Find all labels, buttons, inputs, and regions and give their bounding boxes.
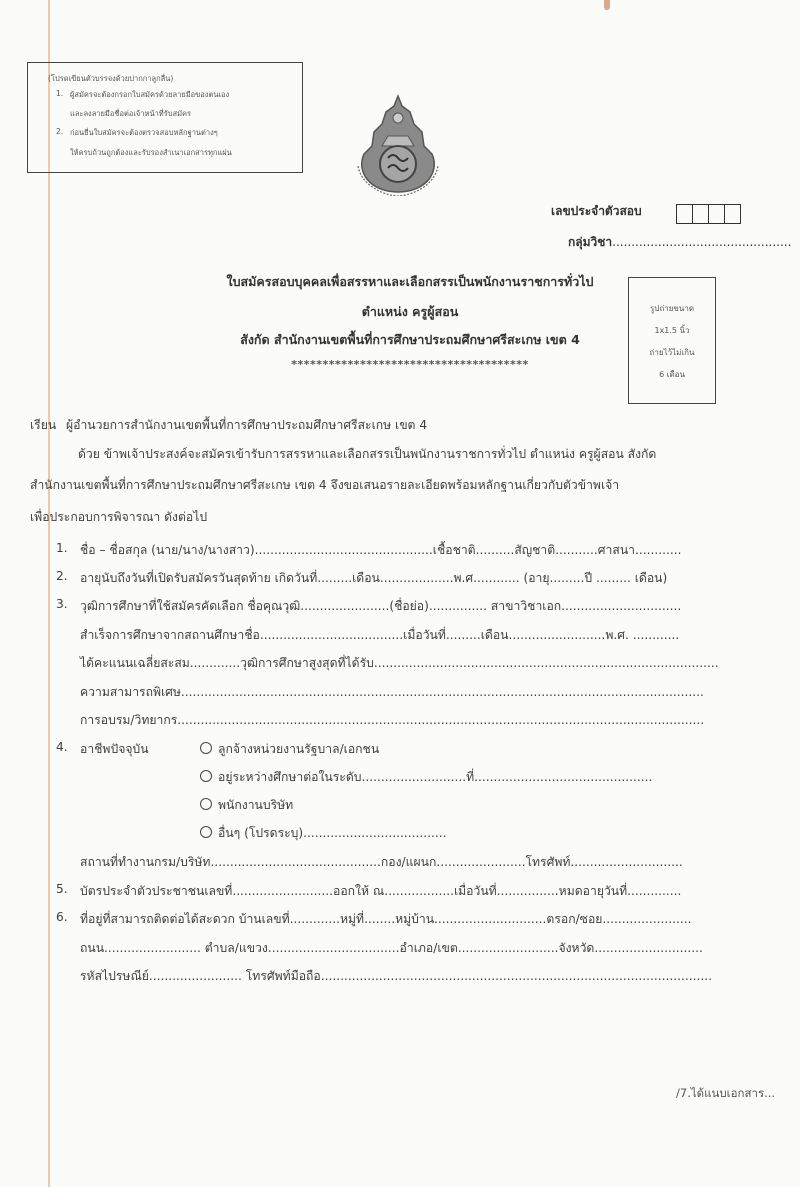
paper-stain <box>604 0 610 10</box>
occupation-option-other[interactable]: อื่นๆ (โปรดระบุ)..................................... <box>200 824 447 843</box>
item-4-workplace-field[interactable]: สถานที่ทำงานกรม/บริษัท............................................กอง/แผนก.......................โทรศัพท์............................. <box>80 855 683 869</box>
form-position: ตำแหน่ง ครูผู้สอน <box>361 304 459 319</box>
item-1-name-field[interactable]: 1. ชื่อ – ชื่อสกุล (นาย/นาง/นางสาว)..............................................เชื้อชาติ..........สัญชาติ...........ศาสนา............ <box>56 541 682 557</box>
instruction-item-2: 2. ก่อนยื่นใบสมัครจะต้องตรวจสอบหลักฐานต่างๆ <box>56 127 218 137</box>
form-affiliation: สังกัด สำนักงานเขตพื้นที่การศึกษาประถมศึกษาศรีสะเกษ เขต 4 <box>240 332 580 347</box>
item-6-address-field[interactable]: 6. ที่อยู่ที่สามารถติดต่อได้สะดวก บ้านเลขที่.............หมู่ที่........หมู่บ้าน.............................ตรอก/ซอย....................... <box>56 910 692 926</box>
instruction-item-2-cont: ให้ครบถ้วนถูกต้องและรับรองสำเนาเอกสารทุกแผ่น <box>70 148 232 157</box>
item-6-postal-phone-field[interactable]: รหัสไปรษณีย์........................ โทรศัพท์มือถือ..................................................................................................... <box>80 969 713 983</box>
exam-id-digit-box[interactable] <box>725 205 740 223</box>
instruction-item-1-cont: และลงลายมือชื่อต่อเจ้าหน้าที่รับสมัคร <box>70 109 192 118</box>
exam-id-digit-box[interactable] <box>709 205 725 223</box>
item-2-age-field[interactable]: 2. อายุนับถึงวันที่เปิดรับสมัครวันสุดท้าย เกิดวันที่.........เดือน...................พ.ศ............ (อายุ.........ปี ......... เดือน) <box>56 569 668 585</box>
radio-circle-icon[interactable] <box>200 798 212 810</box>
photo-placeholder: รูปถ่ายขนาด 1x1.5 นิ้ว ถ่ายไว้ไม่เกิน 6 เดือน <box>628 277 716 404</box>
item-3-gpa-field[interactable]: ได้คะแนนเฉลี่ยสะสม.............วุฒิการศึกษาสูงสุดที่ได้รับ......................................................................................... <box>80 656 719 670</box>
intro-line-1: ด้วย ข้าพเจ้าประสงค์จะสมัครเข้ารับการสรรหาและเลือกสรรเป็นพนักงานราชการทั่วไป ตำแหน่ง ครูผู้สอน สังกัด <box>78 447 657 461</box>
page-margin-line <box>48 0 50 1187</box>
item-5-id-card-field[interactable]: 5. บัตรประจำตัวประชาชนเลขที่..........................ออกให้ ณ..................เมื่อวันที่................หมดอายุวันที่.............. <box>56 882 682 898</box>
intro-line-2: สำนักงานเขตพื้นที่การศึกษาประถมศึกษาศรีสะเกษ เขต 4 จึงขอเสนอรายละเอียดพร้อมหลักฐานเกี่ยวกับตัวข้าพเจ้า <box>30 478 620 492</box>
salutation-recipient: ผู้อำนวยการสำนักงานเขตพื้นที่การศึกษาประถมศึกษาศรีสะเกษ เขต 4 <box>66 418 428 432</box>
item-3-degree-field[interactable]: 3. วุฒิการศึกษาที่ใช้สมัครคัดเลือก ชื่อคุณวุฒิ.......................(ชื่อย่อ)............... สาขาวิชาเอก............................... <box>56 597 682 613</box>
radio-circle-icon[interactable] <box>200 742 212 754</box>
item-3-training-field[interactable]: การอบรม/วิทยากร........................................................................................................................................ <box>80 713 705 727</box>
obec-emblem-icon <box>348 92 448 196</box>
radio-circle-icon[interactable] <box>200 826 212 838</box>
subject-group-field[interactable]: กลุ่มวิชา............................................... <box>568 235 792 249</box>
intro-line-3: เพื่อประกอบการพิจารณา ดังต่อไป <box>30 510 208 524</box>
exam-id-boxes[interactable] <box>676 204 741 224</box>
salutation-label: เรียน <box>30 418 57 432</box>
item-3-graduation-field[interactable]: สำเร็จการศึกษาจากสถานศึกษาชื่อ.....................................เมื่อวันที่.........เดือน.........................พ.ศ. ............ <box>80 628 680 642</box>
occupation-option-company-employee[interactable]: พนักงานบริษัท <box>200 796 293 815</box>
exam-id-digit-box[interactable] <box>677 205 693 223</box>
instructions-box <box>27 62 303 173</box>
instruction-item-1: 1. ผู้สมัครจะต้องกรอกใบสมัครด้วยลายมือของตนเอง <box>56 89 230 99</box>
radio-circle-icon[interactable] <box>200 770 212 782</box>
continued-next-page-note: /7.ได้แนบเอกสาร... <box>676 1086 776 1100</box>
item-6-road-field[interactable]: ถนน......................... ตำบล/แขวง..................................อำเภอ/เขต..........................จังหวัด............................ <box>80 941 703 955</box>
title-separator: ************************************** <box>291 358 529 371</box>
exam-id-digit-box[interactable] <box>693 205 709 223</box>
form-title: ใบสมัครสอบบุคคลเพื่อสรรหาและเลือกสรรเป็นพนักงานราชการทั่วไป <box>226 274 594 289</box>
item-4-occupation-label: 4. อาชีพปัจจุบัน <box>56 740 149 756</box>
instructions-title: (โปรดเขียนตัวบรรจงด้วยปากกาลูกลื่น) <box>48 74 174 83</box>
exam-id-label: เลขประจำตัวสอบ <box>551 204 642 218</box>
item-3-special-skills-field[interactable]: ความสามารถพิเศษ....................................................................................................................................... <box>80 685 704 699</box>
occupation-option-gov-employee[interactable]: ลูกจ้างหน่วยงานรัฐบาล/เอกชน <box>200 740 379 759</box>
occupation-option-studying[interactable]: อยู่ระหว่างศึกษาต่อในระดับ...........................ที่.............................................. <box>200 768 652 787</box>
